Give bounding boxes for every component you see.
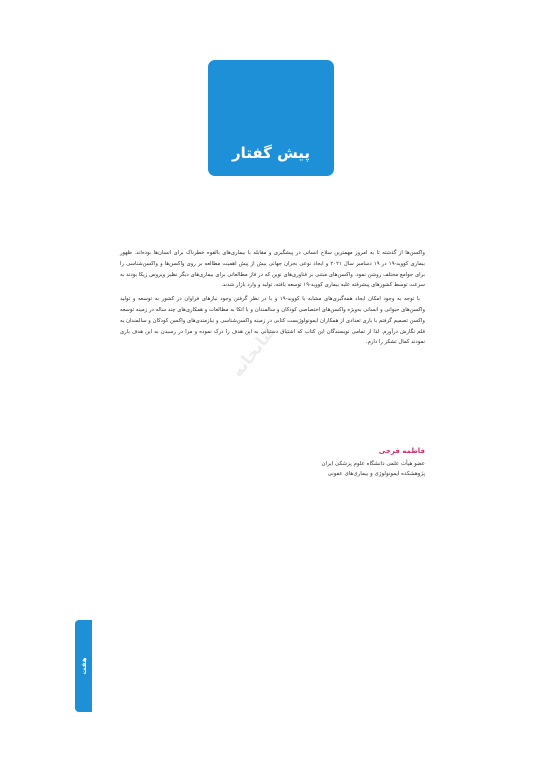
- paragraph-2: با توجه به وجود امکان ایجاد همه‌گیری‌های مشابه با کووید-۱۹ و با در نظر گرفتن وجود نیازهای فراوان در کشور به توسعه و تولید واکسن‌های حیوانی و انسانی به‌ویژه واکسن‌های اختصاصی کودکان و سالمندان و با اتکا به مطالعات و همکاری‌های چند ساله در زمینه توسعه واکسن تصمیم گرفتم با یاری تعدادی از همکاران ایمونولوژیست کتابی در زمینه واکسن‌شناسی و نیازمندی‌های واکسن کودکان و سالمندان به قلم نگارش درآورم. لذا از تمامی نویسندگان این کتاب که اشتیاق دستیابی به این هدف را درک نموده و مرا در رسیدن به این هدف یاری نمودند کمال تشکر را دارم.: [120, 296, 425, 346]
- page-number-label: هفت: [79, 657, 88, 675]
- author-name: فاطمه فرجی: [378, 447, 425, 455]
- affiliation-line-2: پژوهشکده ایمونولوژی و بیماری‌های عفونی: [327, 471, 425, 477]
- chapter-title: پیش گفتار: [231, 144, 311, 162]
- page-number-tab: [75, 620, 92, 712]
- watermark: کتابخانه: [227, 320, 281, 381]
- affiliation-line-1: عضو هیأت علمی دانشگاه علوم پزشکی ایران: [321, 461, 425, 467]
- paragraph-1: واکسن‌ها از گذشته تا به امروز مهمترین سلاح انسانی در پیشگیری و مقابله با بیماری‌های بالقوه خطرناک برای انسان‌ها بوده‌اند. ظهور بیماری کووید-۱۹ در ۱۹ دسامبر سال ۲۰۲۱ و ایجاد نوعی بحران جهانی بیش از پیش اهمیت مطالعه بر روی واکسن‌ها و واکسن‌شناسی را برای جوامع مختلف روشن نمود. واکسن‌های مبتنی بر فناوری‌های نوین که در فاز مطالعاتی برای بیماری‌های دیگر نظیر ویروس زیکا بودند به سرعت توسط کشورهای پیشرفته علیه بیماری کووید-۱۹ توسعه یافته، تولید و وارد بازار شدند.: [120, 250, 425, 289]
- signature-block: [200, 446, 425, 479]
- chapter-title-box: [208, 60, 334, 176]
